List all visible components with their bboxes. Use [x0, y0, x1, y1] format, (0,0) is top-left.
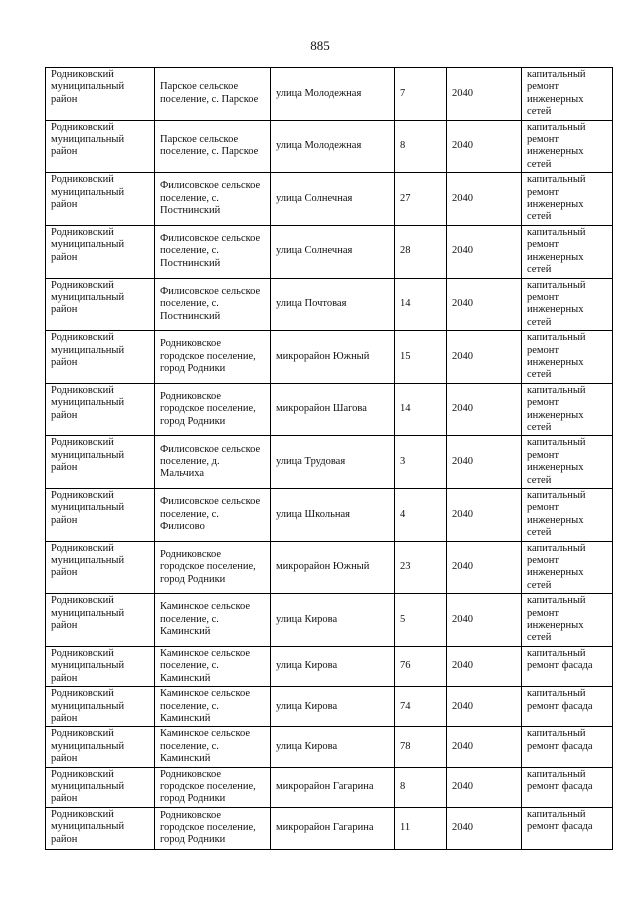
street-cell: микрорайон Шагова [271, 383, 395, 436]
settlement-cell: Филисовское сельское поселение, д. Мальчиха [155, 436, 271, 489]
table-row [46, 767, 613, 807]
settlement-cell: Родниковское городское поселение, город Родники [155, 767, 271, 807]
street-cell: улица Солнечная [271, 173, 395, 226]
work-type-cell: капитальный ремонт фасада [522, 727, 613, 767]
street-cell: улица Кирова [271, 727, 395, 767]
table-row [46, 541, 613, 594]
district-cell: Родниковский муниципальный район [46, 278, 155, 331]
table-row [46, 594, 613, 647]
settlement-cell: Каминское сельское поселение, с. Каминский [155, 646, 271, 686]
settlement-cell: Парское сельское поселение, с. Парское [155, 120, 271, 173]
settlement-cell: Родниковское городское поселение, город Родники [155, 331, 271, 384]
table-row [46, 331, 613, 384]
street-cell: микрорайон Южный [271, 331, 395, 384]
settlement-cell: Каминское сельское поселение, с. Каминский [155, 727, 271, 767]
district-cell: Родниковский муниципальный район [46, 489, 155, 542]
settlement-cell: Родниковское городское поселение, город Родники [155, 807, 271, 849]
settlement-cell: Филисовское сельское поселение, с. Постнинский [155, 225, 271, 278]
table-row [46, 436, 613, 489]
street-cell: улица Кирова [271, 687, 395, 727]
house-number-cell: 76 [395, 646, 447, 686]
district-cell: Родниковский муниципальный район [46, 436, 155, 489]
settlement-cell: Каминское сельское поселение, с. Каминский [155, 687, 271, 727]
work-type-cell: капитальный ремонт инженерных сетей [522, 383, 613, 436]
year-cell: 2040 [447, 727, 522, 767]
district-cell: Родниковский муниципальный район [46, 225, 155, 278]
street-cell: улица Молодежная [271, 68, 395, 121]
year-cell: 2040 [447, 594, 522, 647]
district-cell: Родниковский муниципальный район [46, 594, 155, 647]
district-cell: Родниковский муниципальный район [46, 68, 155, 121]
work-type-cell: капитальный ремонт инженерных сетей [522, 489, 613, 542]
district-cell: Родниковский муниципальный район [46, 120, 155, 173]
district-cell: Родниковский муниципальный район [46, 383, 155, 436]
settlement-cell: Филисовское сельское поселение, с. Постнинский [155, 173, 271, 226]
house-number-cell: 23 [395, 541, 447, 594]
table-row [46, 489, 613, 542]
table-row [46, 225, 613, 278]
house-number-cell: 3 [395, 436, 447, 489]
house-number-cell: 8 [395, 120, 447, 173]
house-number-cell: 5 [395, 594, 447, 647]
street-cell: микрорайон Гагарина [271, 807, 395, 849]
settlement-cell: Филисовское сельское поселение, с. Постнинский [155, 278, 271, 331]
year-cell: 2040 [447, 687, 522, 727]
table-row [46, 807, 613, 849]
house-number-cell: 4 [395, 489, 447, 542]
street-cell: улица Солнечная [271, 225, 395, 278]
district-cell: Родниковский муниципальный район [46, 646, 155, 686]
district-cell: Родниковский муниципальный район [46, 541, 155, 594]
street-cell: улица Молодежная [271, 120, 395, 173]
house-number-cell: 14 [395, 278, 447, 331]
settlement-cell: Родниковское городское поселение, город Родники [155, 383, 271, 436]
district-cell: Родниковский муниципальный район [46, 727, 155, 767]
house-number-cell: 15 [395, 331, 447, 384]
table-row [46, 278, 613, 331]
street-cell: улица Кирова [271, 594, 395, 647]
year-cell: 2040 [447, 68, 522, 121]
street-cell: микрорайон Гагарина [271, 767, 395, 807]
settlement-cell: Каминское сельское поселение, с. Каминский [155, 594, 271, 647]
house-number-cell: 27 [395, 173, 447, 226]
work-type-cell: капитальный ремонт фасада [522, 767, 613, 807]
year-cell: 2040 [447, 278, 522, 331]
work-type-cell: капитальный ремонт инженерных сетей [522, 278, 613, 331]
house-number-cell: 14 [395, 383, 447, 436]
street-cell: улица Школьная [271, 489, 395, 542]
work-type-cell: капитальный ремонт фасада [522, 646, 613, 686]
year-cell: 2040 [447, 807, 522, 849]
house-number-cell: 7 [395, 68, 447, 121]
house-number-cell: 11 [395, 807, 447, 849]
year-cell: 2040 [447, 331, 522, 384]
house-number-cell: 8 [395, 767, 447, 807]
street-cell: улица Кирова [271, 646, 395, 686]
year-cell: 2040 [447, 646, 522, 686]
work-type-cell: капитальный ремонт инженерных сетей [522, 436, 613, 489]
year-cell: 2040 [447, 767, 522, 807]
table-row [46, 68, 613, 121]
repair-schedule-table [45, 67, 613, 850]
work-type-cell: капитальный ремонт инженерных сетей [522, 173, 613, 226]
work-type-cell: капитальный ремонт инженерных сетей [522, 225, 613, 278]
table-row [46, 646, 613, 686]
table-row [46, 173, 613, 226]
table-row [46, 727, 613, 767]
work-type-cell: капитальный ремонт инженерных сетей [522, 594, 613, 647]
page-number: 885 [310, 38, 330, 53]
year-cell: 2040 [447, 489, 522, 542]
district-cell: Родниковский муниципальный район [46, 687, 155, 727]
settlement-cell: Парское сельское поселение, с. Парское [155, 68, 271, 121]
year-cell: 2040 [447, 541, 522, 594]
house-number-cell: 78 [395, 727, 447, 767]
work-type-cell: капитальный ремонт инженерных сетей [522, 120, 613, 173]
district-cell: Родниковский муниципальный район [46, 331, 155, 384]
year-cell: 2040 [447, 173, 522, 226]
street-cell: улица Почтовая [271, 278, 395, 331]
work-type-cell: капитальный ремонт инженерных сетей [522, 331, 613, 384]
street-cell: улица Трудовая [271, 436, 395, 489]
work-type-cell: капитальный ремонт инженерных сетей [522, 68, 613, 121]
settlement-cell: Родниковское городское поселение, город Родники [155, 541, 271, 594]
house-number-cell: 28 [395, 225, 447, 278]
district-cell: Родниковский муниципальный район [46, 767, 155, 807]
district-cell: Родниковский муниципальный район [46, 807, 155, 849]
house-number-cell: 74 [395, 687, 447, 727]
table-row [46, 687, 613, 727]
year-cell: 2040 [447, 436, 522, 489]
street-cell: микрорайон Южный [271, 541, 395, 594]
year-cell: 2040 [447, 120, 522, 173]
table-row [46, 383, 613, 436]
district-cell: Родниковский муниципальный район [46, 173, 155, 226]
work-type-cell: капитальный ремонт фасада [522, 807, 613, 849]
settlement-cell: Филисовское сельское поселение, с. Филисово [155, 489, 271, 542]
work-type-cell: капитальный ремонт фасада [522, 687, 613, 727]
work-type-cell: капитальный ремонт инженерных сетей [522, 541, 613, 594]
table-row [46, 120, 613, 173]
year-cell: 2040 [447, 383, 522, 436]
year-cell: 2040 [447, 225, 522, 278]
